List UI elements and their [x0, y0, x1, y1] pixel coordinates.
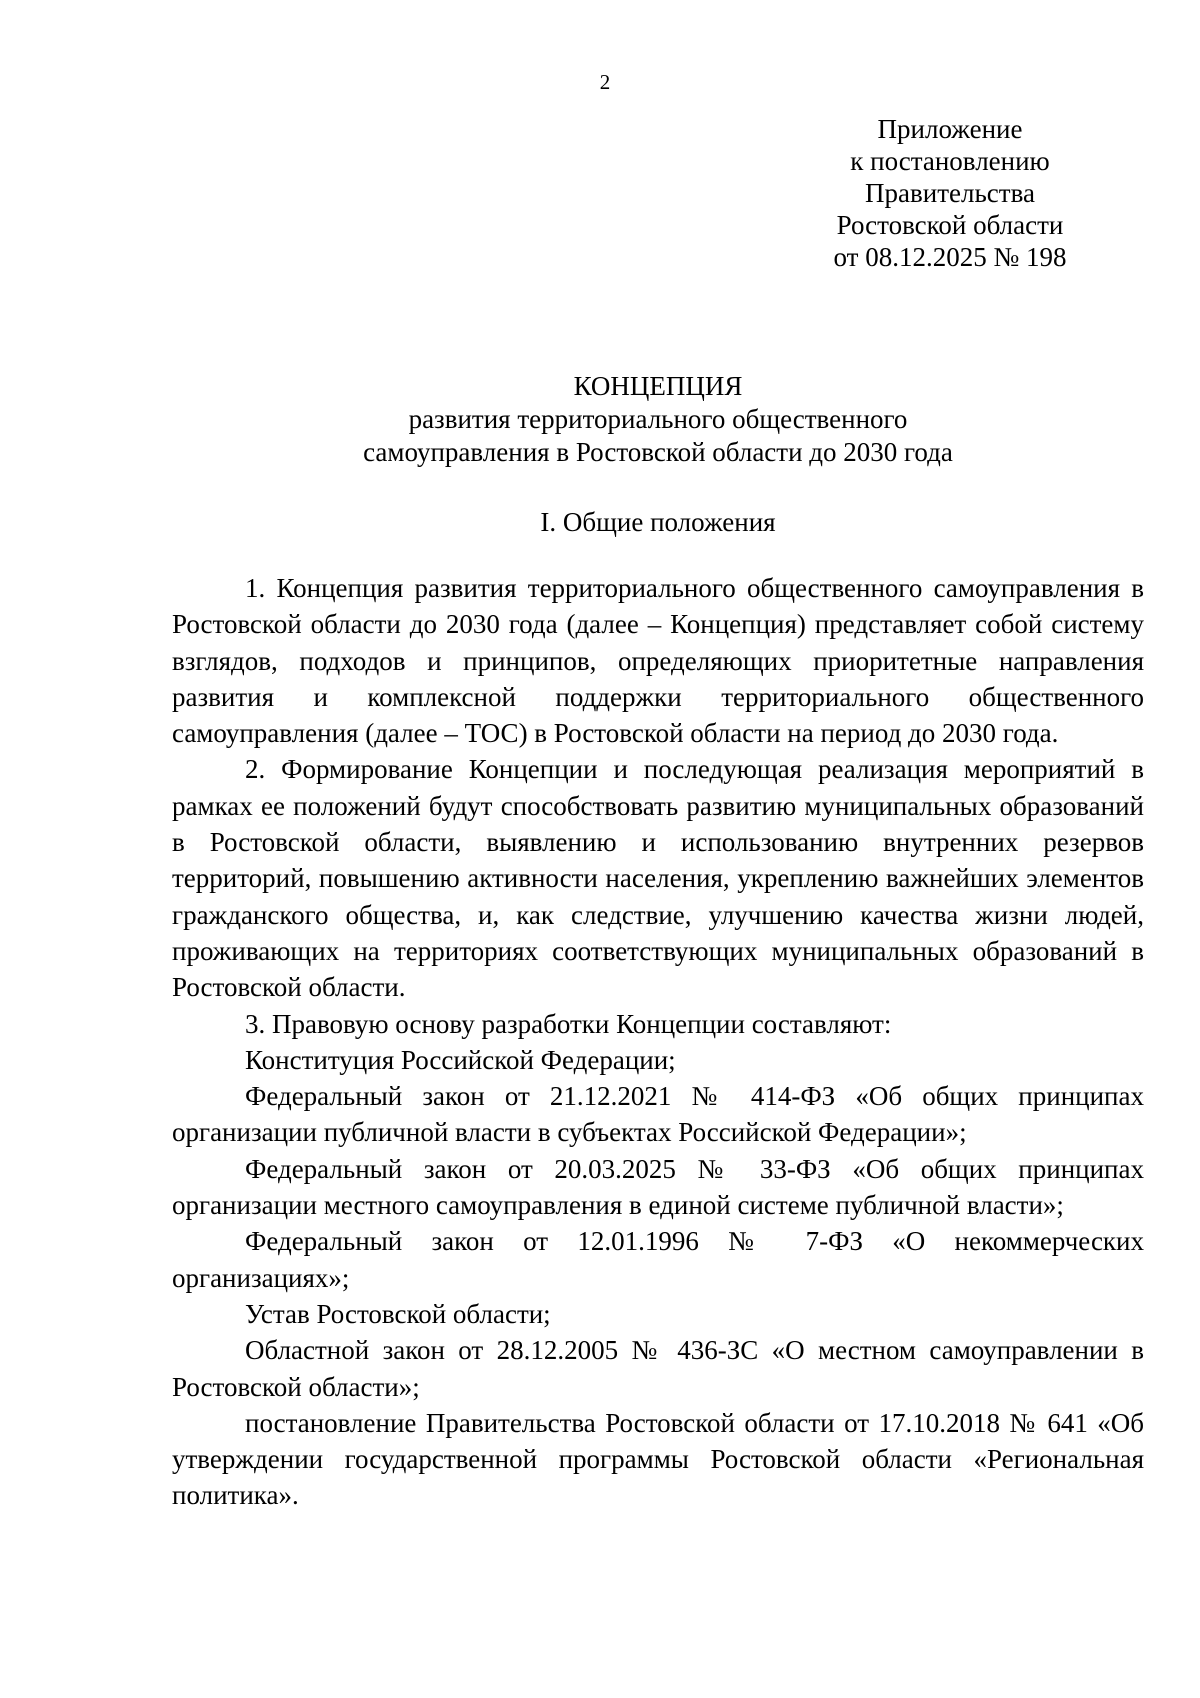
page-number: 2 — [599, 70, 611, 94]
document-subtitle: развития территориального общественного — [408, 404, 908, 434]
document-subtitle: самоуправления в Ростовской области до 2030 года — [363, 437, 953, 467]
appendix-line: Правительства — [865, 178, 1035, 208]
paragraph: Федеральный закон от 20.03.2025 № 33-ФЗ «Об общих принципах организации местного самоуправления в единой системе публичной власти»; — [172, 1153, 1144, 1221]
section-heading: I. Общие положения — [540, 507, 776, 537]
paragraph: 2. Формирование Концепции и последующая реализация мероприятий в рамках ее положений будут способствовать развитию муниципальных образований в Ростовской области, выявлению и использованию внутренних резервов территорий, повышению активности населения, укреплению важнейших элементов гражданского общества, и, как следствие, улучшению качества жизни людей, проживающих на территориях соответствующих муниципальных образований в Ростовской области. — [172, 754, 1144, 1003]
document-title-block — [172, 370, 1144, 469]
paragraph: Устав Ростовской области; — [245, 1298, 551, 1329]
appendix-stamp — [800, 113, 1100, 273]
appendix-line: Ростовской области — [836, 210, 1064, 240]
paragraph: постановление Правительства Ростовской области от 17.10.2018 № 641 «Об утверждении государственной программы Ростовской области «Региональная политика». — [172, 1407, 1144, 1511]
paragraph: 1. Концепция развития территориального общественного самоуправления в Ростовской области до 2030 года (далее – Концепция) представляет собой систему взглядов, подходов и принципов, определяющих приоритетные направления развития и комплексной поддержки территориального общественного самоуправления (далее – ТОС) в Ростовской области на период до 2030 года. — [172, 573, 1144, 749]
document-title: КОНЦЕПЦИЯ — [573, 371, 743, 401]
body-text — [172, 570, 1144, 1514]
paragraph: 3. Правовую основу разработки Концепции составляют: — [245, 1008, 892, 1039]
appendix-line: к постановлению — [850, 146, 1050, 176]
paragraph: Федеральный закон от 12.01.1996 № 7-ФЗ «О некоммерческих организациях»; — [172, 1226, 1144, 1293]
paragraph: Конституция Российской Федерации; — [245, 1044, 676, 1075]
appendix-line: Приложение — [877, 114, 1023, 144]
appendix-line: от 08.12.2025 № 198 — [833, 242, 1067, 272]
paragraph: Областной закон от 28.12.2005 № 436-ЗС «О местном самоуправлении в Ростовской области»; — [172, 1335, 1144, 1402]
paragraph: Федеральный закон от 21.12.2021 № 414-ФЗ «Об общих принципах организации публичной власти в субъектах Российской Федерации»; — [172, 1081, 1144, 1148]
